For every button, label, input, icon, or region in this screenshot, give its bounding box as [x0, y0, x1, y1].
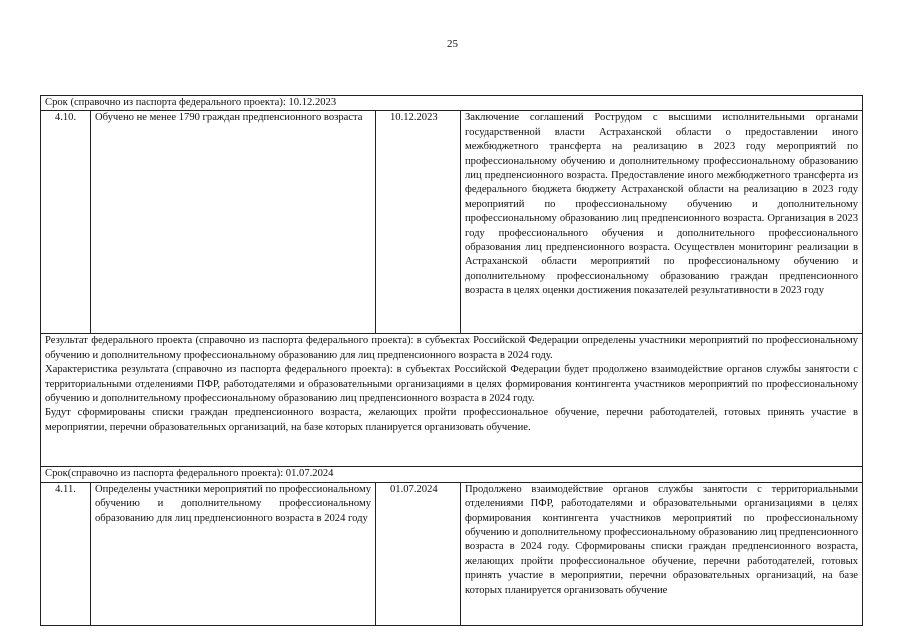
row-description: Продолжено взаимодействие органов службы занятости с территориальными отделениями ПФР, работодателями и образовательными организациями в целях формирования контингента участников мероприятий по профессиональному обучению и дополнительному профессиональному образованию лиц предпенсионного возраста в 2024 году. Сформированы списки граждан предпенсионного возраста, желающих пройти профессиональное обучение, перечни работодателей, готовых принять участие в мероприятии, перечни образовательных организаций, на базе которых планируется организовать обучение: [461, 482, 863, 625]
result-row: [41, 334, 863, 467]
lists-text: Будут сформированы списки граждан предпенсионного возраста, желающих пройти профессиональное обучение, перечни работодателей, готовых принять участие в мероприятии, перечни образовательных организаций, на базе которых планируется организовать обучение.: [45, 407, 859, 433]
table-row: [41, 111, 863, 334]
result-cell: [41, 334, 863, 467]
row-name: Обучено не менее 1790 граждан предпенсионного возраста: [91, 111, 376, 334]
deadline-text: Срок (справочно из паспорта федерального проекта): 10.12.2023: [41, 96, 863, 111]
row-number: 4.11.: [41, 482, 91, 625]
deadline-row: [41, 96, 863, 111]
table-row: [41, 482, 863, 625]
row-description: Заключение соглашений Рострудом с высшими исполнительными органами государственной власти Астраханской области о предоставлении иного межбюджетного трансферта на реализацию в 2023 году мероприятий по профессиональному обучению и дополнительному профессиональному образованию лиц предпенсионного возраста. Предоставление иного межбюджетного трансферта из федерального бюджета бюджету Астраханской области на реализацию в 2023 году мероприятий по профессиональному обучению и дополнительному профессиональному образованию лиц предпенсионного возраста. Организация в 2023 году профессионального обучения и дополнительного профессионального образования лиц предпенсионного возраста. Осуществлен мониторинг реализации в Астраханской области мероприятий по профессиональному обучению и дополнительному профессиональному образованию граждан предпенсионного возраста в целях оценки достижения показателей результативности в 2023 году: [461, 111, 863, 334]
row-number: 4.10.: [41, 111, 91, 334]
result-text: Результат федерального проекта (справочно из паспорта федерального проекта): в субъектах Российской Федерации определены участники мероприятий по профессиональному обучению и дополнительному профессиональному образованию для лиц предпенсионного возраста в 2024 году.: [45, 335, 859, 361]
plan-table: [40, 95, 863, 626]
characteristic-text: Характеристика результата (справочно из паспорта федерального проекта): в субъектах Российской Федерации будет продолжено взаимодействие органов службы занятости с территориальными отделениями ПФР, работодателями и образовательными организациями в целях формирования контингента участников мероприятий по профессиональному обучению и дополнительному профессиональному образованию лиц предпенсионного возраста в 2024 году.: [45, 364, 859, 405]
deadline-text: Срок(справочно из паспорта федерального проекта): 01.07.2024: [41, 467, 863, 482]
row-date: 01.07.2024: [376, 482, 461, 625]
row-name: Определены участники мероприятий по профессиональному обучению и дополнительному профессиональному образованию для лиц предпенсионного возраста в 2024 году: [91, 482, 376, 625]
deadline-row: [41, 467, 863, 482]
page-number: 25: [447, 38, 458, 50]
row-date: 10.12.2023: [376, 111, 461, 334]
